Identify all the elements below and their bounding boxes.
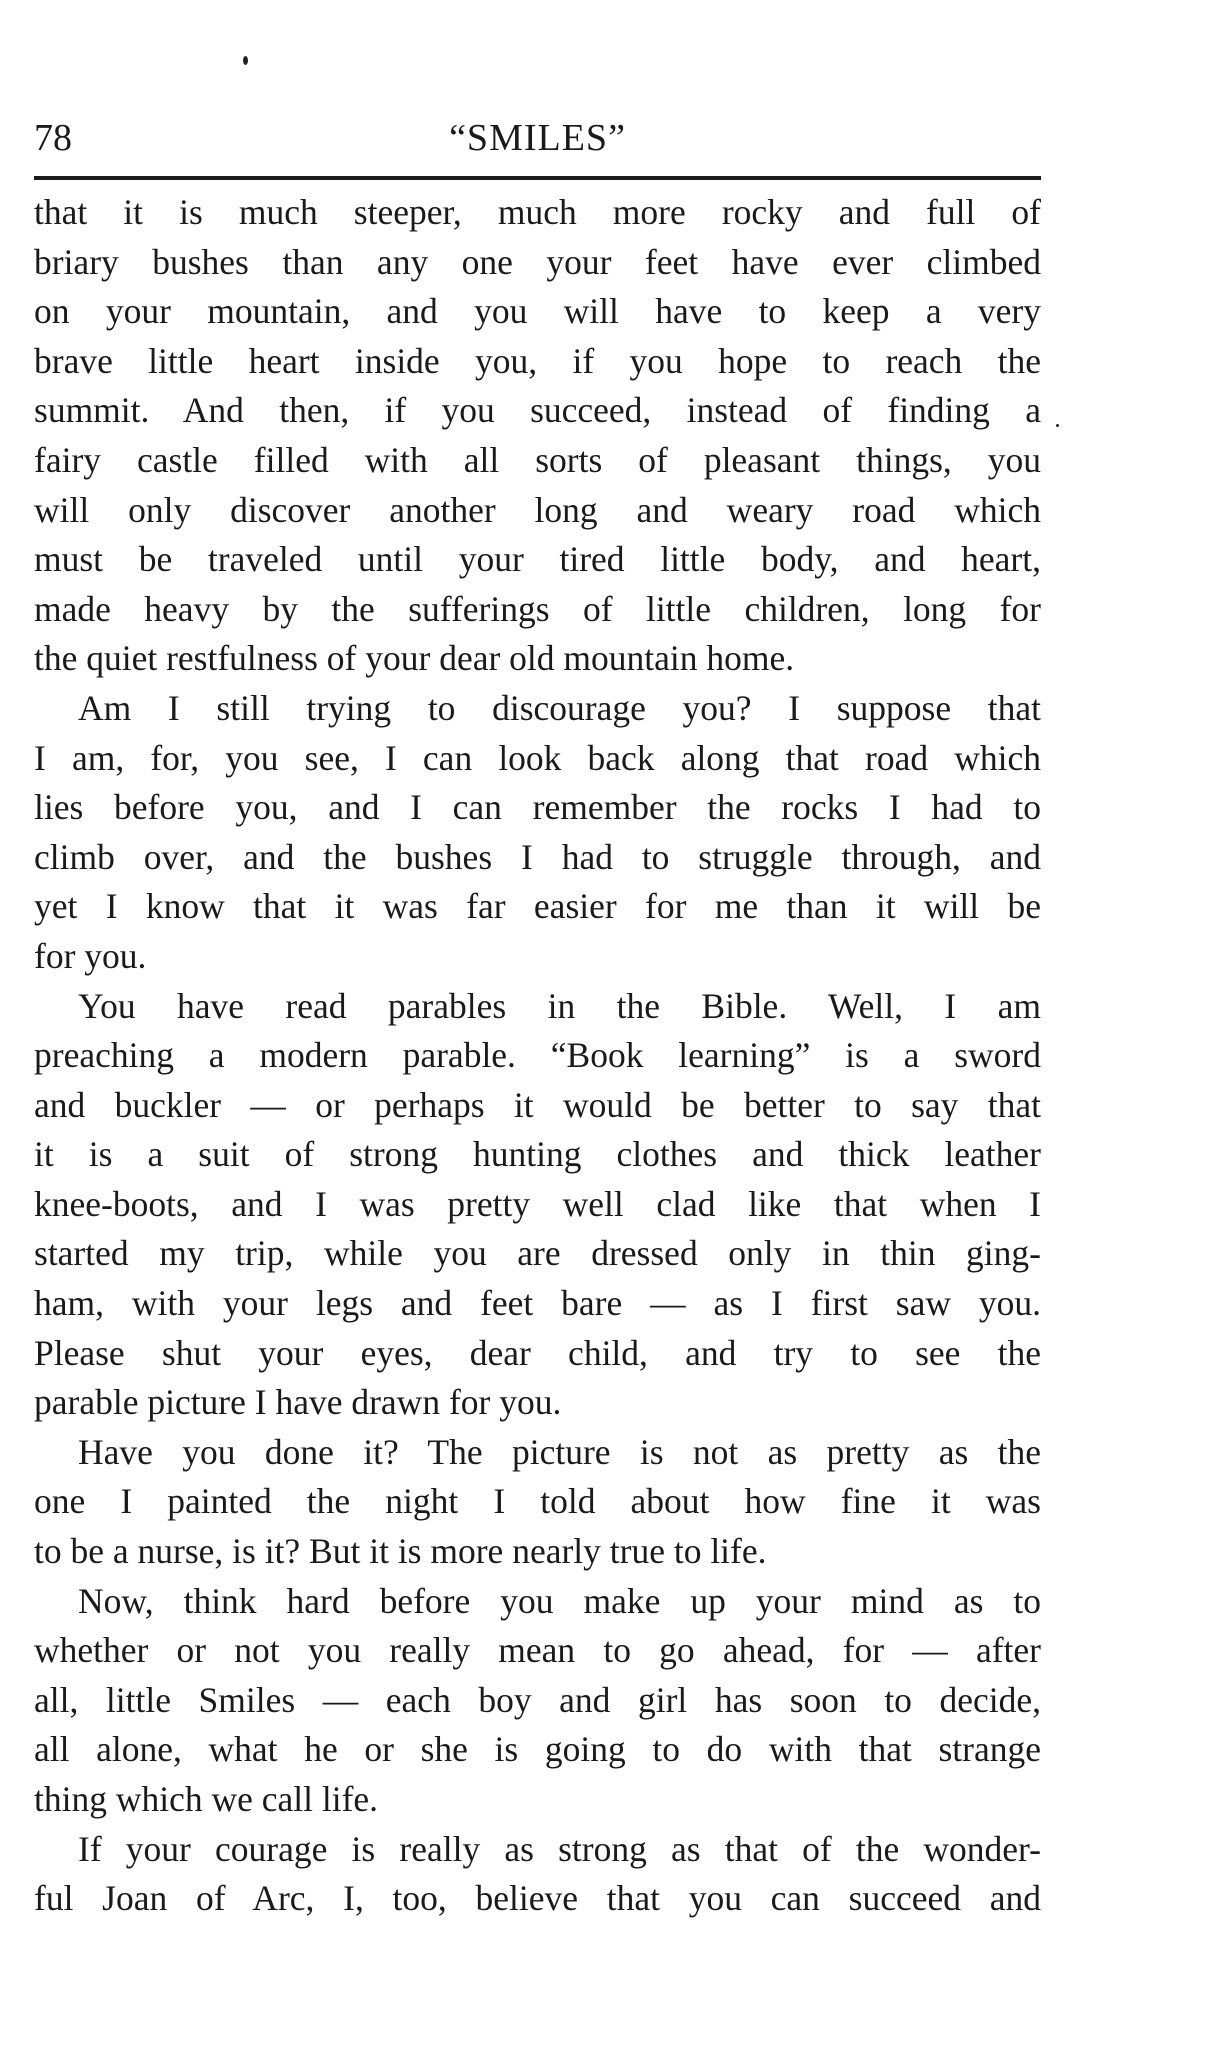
ink-speck xyxy=(1056,424,1059,427)
text-line: Have you done it? The picture is not as pretty as the xyxy=(78,1431,1041,1472)
text-line: Now, think hard before you make up your mind as to xyxy=(78,1580,1041,1621)
text-line: whether or not you really mean to go ahead, for — after xyxy=(34,1630,1041,1671)
text-line: on your mountain, and you will have to keep a very xyxy=(34,291,1041,332)
text-line: ham, with your legs and feet bare — as I first saw you. xyxy=(34,1283,1041,1324)
text-line: If your courage is really as strong as that of the wonder- xyxy=(78,1828,1041,1869)
text-line: You have read parables in the Bible. Well, I am xyxy=(78,985,1041,1026)
text-line: fairy castle filled with all sorts of pleasant things, you xyxy=(34,439,1041,480)
paragraph xyxy=(34,1825,1041,1924)
paragraph xyxy=(34,982,1041,1428)
paragraph xyxy=(34,1428,1041,1577)
running-title: “SMILES” xyxy=(449,117,626,159)
paragraph xyxy=(34,1577,1041,1825)
text-line: to be a nurse, is it? But it is more nearly true to life. xyxy=(34,1531,767,1572)
text-line: brave little heart inside you, if you hope to reach the xyxy=(34,340,1041,381)
text-line: for you. xyxy=(34,935,147,976)
text-line: it is a suit of strong hunting clothes and thick leather xyxy=(34,1134,1041,1175)
text-line: and buckler — or perhaps it would be better to say that xyxy=(34,1084,1041,1125)
page-number: 78 xyxy=(34,117,72,159)
text-line: summit. And then, if you succeed, instead of finding a xyxy=(34,390,1041,431)
text-line: parable picture I have drawn for you. xyxy=(34,1382,562,1423)
text-line: must be traveled until your tired little body, and heart, xyxy=(34,539,1041,580)
text-line: made heavy by the sufferings of little children, long for xyxy=(34,588,1041,629)
text-line: preaching a modern parable. “Book learning” is a sword xyxy=(34,1035,1041,1076)
header-rule xyxy=(34,176,1041,180)
text-line: that it is much steeper, much more rocky and full of xyxy=(34,192,1041,232)
paragraph xyxy=(34,684,1041,982)
text-line: briary bushes than any one your feet have ever climbed xyxy=(34,241,1041,282)
paragraph xyxy=(34,188,1041,684)
text-line: knee-boots, and I was pretty well clad like that when I xyxy=(34,1183,1041,1224)
text-line: Am I still trying to discourage you? I suppose that xyxy=(78,687,1041,728)
text-line: all alone, what he or she is going to do with that strange xyxy=(34,1729,1041,1770)
text-line: thing which we call life. xyxy=(34,1779,379,1819)
ink-speck xyxy=(243,56,248,65)
text-line: I am, for, you see, I can look back along that road which xyxy=(34,737,1041,778)
text-line: all, little Smiles — each boy and girl has soon to decide, xyxy=(34,1679,1041,1720)
text-line: yet I know that it was far easier for me than it will be xyxy=(34,886,1041,927)
text-line: climb over, and the bushes I had to struggle through, and xyxy=(34,836,1041,877)
text-line: Please shut your eyes, dear child, and try to see the xyxy=(34,1332,1041,1373)
text-line: started my trip, while you are dressed only in thin ging- xyxy=(34,1233,1041,1274)
text-line: one I painted the night I told about how fine it was xyxy=(34,1481,1041,1522)
text-line: lies before you, and I can remember the rocks I had to xyxy=(34,787,1041,828)
text-line: will only discover another long and weary road which xyxy=(34,489,1041,530)
page-header xyxy=(34,108,1041,168)
text-line: ful Joan of Arc, I, too, believe that you can succeed and xyxy=(34,1878,1041,1919)
body-text xyxy=(34,188,1041,1924)
text-line: the quiet restfulness of your dear old mountain home. xyxy=(34,638,795,679)
